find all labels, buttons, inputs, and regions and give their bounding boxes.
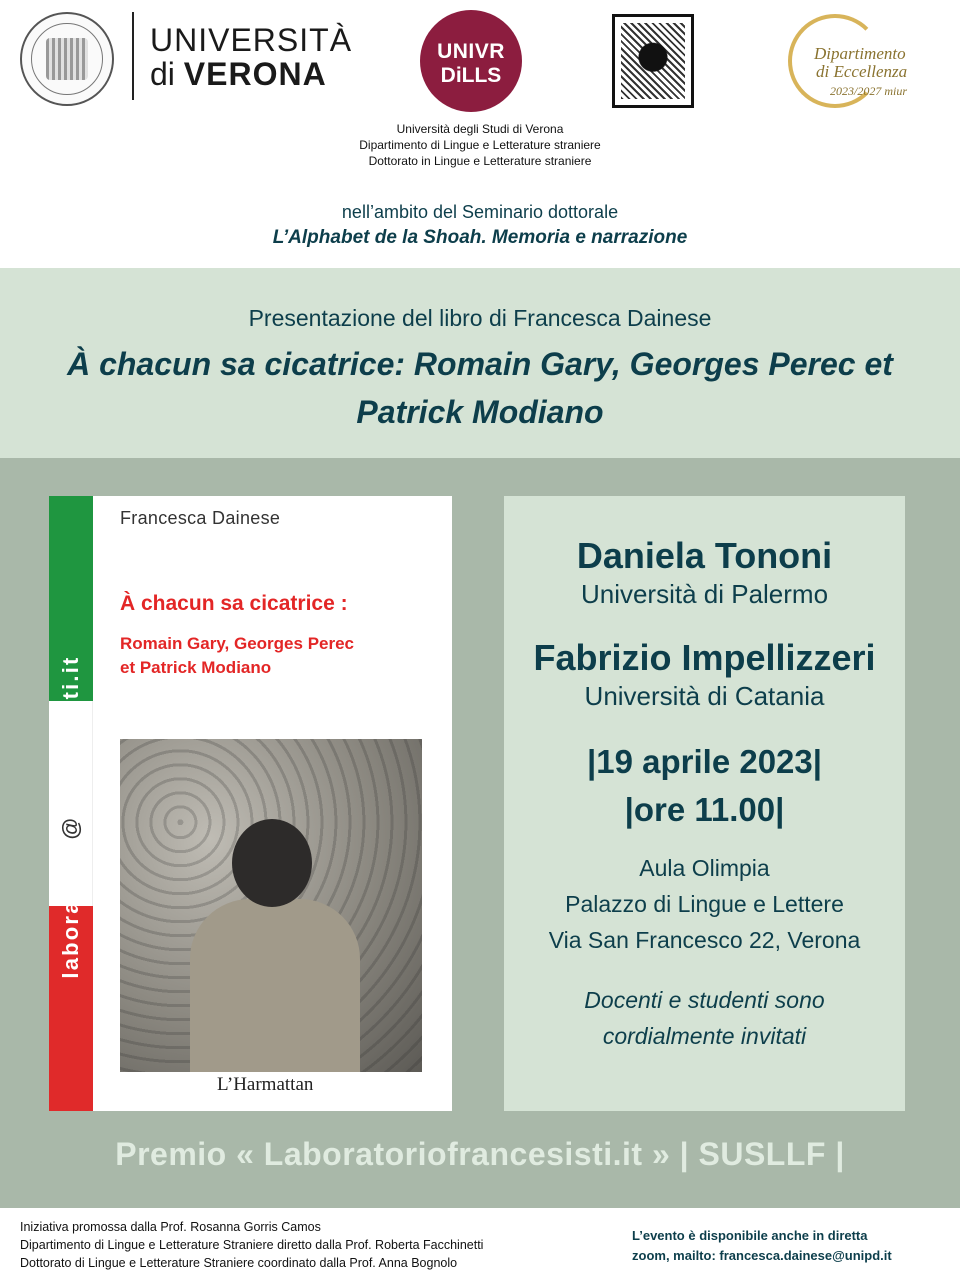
spine-text-part2: francesisti.it — [58, 655, 83, 816]
speaker-name: Daniela Tononi — [576, 535, 833, 576]
premio-banner: Premio « Laboratoriofrancesisti.it » | SUSLLF | — [115, 1136, 845, 1172]
logo-row — [0, 0, 960, 115]
event-building: Palazzo di Lingue e Lettere — [565, 891, 844, 917]
speaker-affiliation: Università di Palermo — [580, 579, 829, 609]
institution-block — [0, 121, 960, 169]
dills-logo-line2: DiLLS — [440, 64, 502, 87]
university-seal-logo — [20, 12, 114, 106]
footer-streaming-info — [632, 1226, 892, 1266]
cover-subtitle — [120, 632, 354, 680]
publisher-logo: L’Harmattan — [217, 1074, 314, 1095]
institution-line: Dottorato in Lingue e Letterature straniere — [368, 154, 592, 168]
university-di: di — [150, 56, 175, 92]
figure-coat — [190, 899, 360, 1072]
university-word: UNIVERSITÀ — [150, 22, 353, 58]
footer-credit-line: Dipartimento di Lingue e Letterature Straniere diretto dalla Prof. Roberta Facchinetti — [20, 1238, 484, 1252]
title-band — [0, 268, 960, 458]
ship-emblem-logo — [612, 14, 694, 108]
univr-dills-logo — [420, 10, 522, 112]
university-verona: VERONA — [183, 56, 327, 92]
streaming-contact[interactable]: zoom, mailto: francesca.dainese@unipd.it — [632, 1248, 892, 1263]
seminar-block — [0, 200, 960, 252]
speaker-name: Fabrizio Impellizzeri — [533, 637, 876, 678]
main-band — [0, 458, 960, 1208]
event-date: |19 aprile 2023| — [587, 743, 822, 780]
seminar-title: L’Alphabet de la Shoah. Memoria e narrazione — [272, 227, 688, 248]
logo-divider — [132, 12, 134, 100]
eccellenza-word: di Eccellenza — [816, 62, 908, 81]
footer-credits — [20, 1218, 483, 1272]
book-cover — [49, 496, 452, 1111]
dipartimento-word: Dipartimento — [814, 44, 906, 63]
event-room: Aula Olimpia — [639, 855, 770, 881]
seminar-intro: nell’ambito del Seminario dottorale — [341, 202, 619, 222]
speaker-affiliation: Università di Catania — [584, 681, 825, 711]
event-info-panel — [504, 496, 905, 1111]
ship-emblem-icon — [621, 23, 685, 99]
dills-logo-line1: UNIVR — [437, 40, 505, 63]
event-time: |ore 11.00| — [624, 791, 785, 828]
eccellenza-years: 2023/2027 miur — [830, 84, 908, 98]
cover-subtitle-line: Romain Gary, Georges Perec — [120, 634, 355, 653]
cover-subtitle-line: et Patrick Modiano — [120, 658, 272, 677]
streaming-line: L’evento è disponibile anche in diretta — [632, 1228, 868, 1243]
university-verona-logo — [150, 24, 352, 90]
dipartimento-eccellenza-logo — [788, 14, 928, 108]
spine-text-part1: laboratorio — [58, 839, 83, 979]
spine-label — [58, 617, 84, 1017]
figure-head — [232, 819, 312, 907]
cover-author: Francesca Dainese — [120, 508, 281, 528]
cover-photo — [120, 739, 422, 1072]
spine-at-icon: @ — [58, 815, 83, 840]
event-address: Via San Francesco 22, Verona — [548, 927, 861, 953]
footer-credit-line: Dottorato di Lingue e Letterature Straniere coordinato dalla Prof. Anna Bognolo — [20, 1256, 458, 1270]
cover-title-main: À chacun sa cicatrice : — [120, 592, 348, 615]
footer-credit-line: Iniziativa promossa dalla Prof. Rosanna Gorris Camos — [20, 1220, 321, 1234]
presentation-line: Presentazione del libro di Francesca Dainese — [248, 305, 712, 331]
invite-line: Docenti e studenti sono — [584, 987, 825, 1013]
institution-line: Università degli Studi di Verona — [396, 122, 564, 136]
institution-line: Dipartimento di Lingue e Letterature straniere — [359, 138, 601, 152]
invite-line: cordialmente invitati — [602, 1023, 807, 1049]
book-title: À chacun sa cicatrice: Romain Gary, Georges Perec et Patrick Modiano — [67, 346, 893, 430]
verona-line — [150, 58, 352, 90]
seal-emblem — [46, 38, 88, 80]
